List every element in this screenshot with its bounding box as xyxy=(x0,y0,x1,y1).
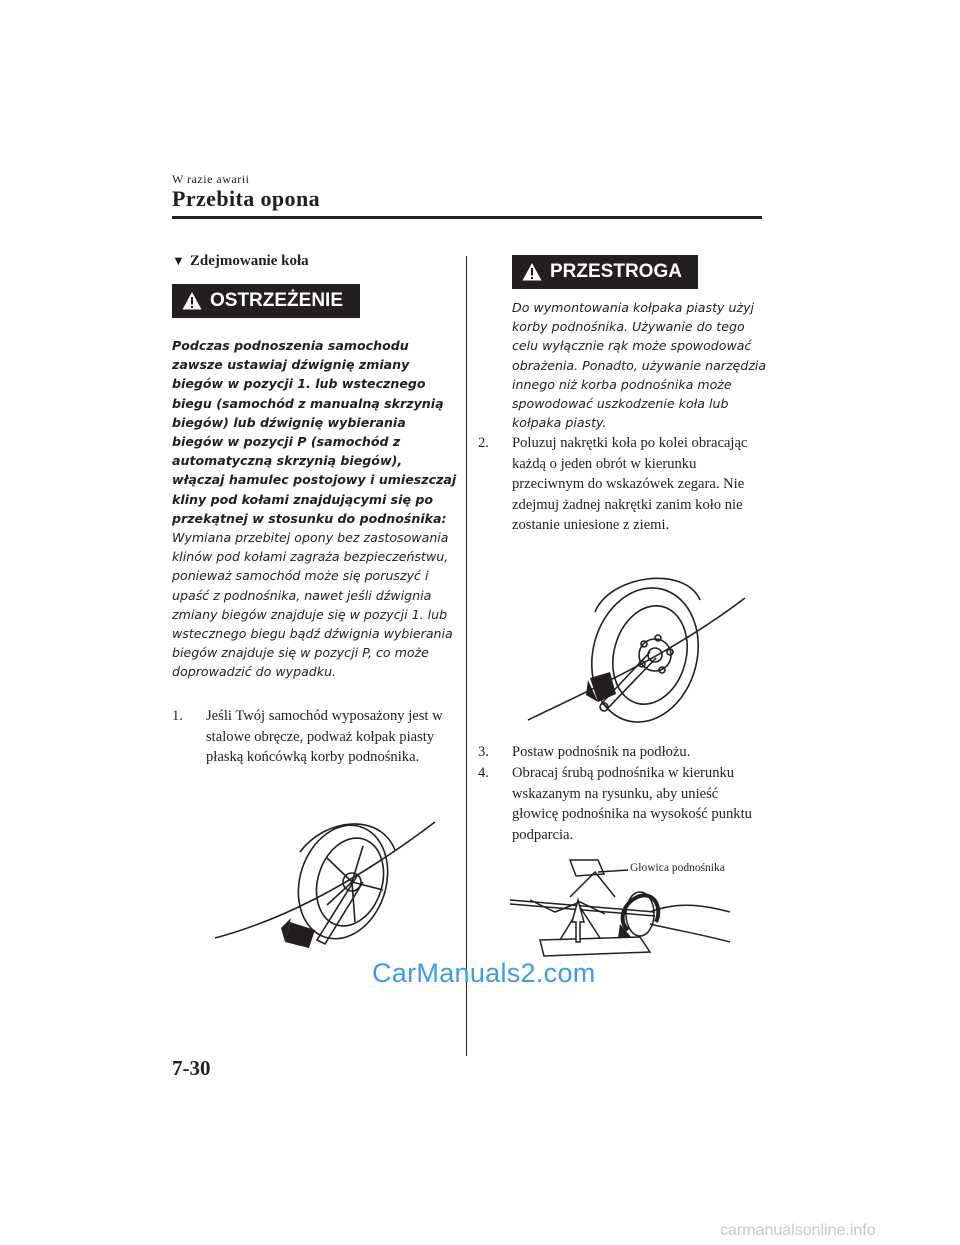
watermark: CarManuals2.com xyxy=(372,958,596,988)
step-1 xyxy=(172,706,462,768)
step-text: Jeśli Twój samochód wyposażony jest w stalowe obręcze, podważ kołpak piasty płaską końcówką korby podnośnika. xyxy=(206,708,443,766)
step-number: 1. xyxy=(172,708,183,724)
step-2 xyxy=(478,433,768,536)
title-rule xyxy=(172,216,762,219)
page-title: Przebita opona xyxy=(172,186,320,211)
step-number: 2. xyxy=(478,435,489,451)
subheading xyxy=(172,253,309,270)
section-label: W razie awarii xyxy=(172,172,250,186)
step-3 xyxy=(478,742,768,763)
jack-head-callout: Głowica podnośnika xyxy=(630,862,725,874)
scissor-jack-illustration xyxy=(500,852,750,972)
warning-body-text: Wymiana przebitej opony bez zastosowania klinów pod kołami zagraża bezpieczeństwu, ponieważ samochód może się poruszyć i upaść z podnośnika, nawet jeśli dźwignia zmiany biegów znajduje się w pozycji 1. lub wstecznego biegu bądź dźwignia wybierania biegów znajduje się w pozycji P, co może doprowadzić do wypadku. xyxy=(172,530,453,680)
warning-badge xyxy=(172,284,360,318)
caution-body-text: Do wymontowania kołpaka piasty użyj korby podnośnika. Używanie do tego celu wyłącznie rąk może spowodować obrażenia. Ponadto, używanie narzędzia innego niż korba podnośnika może spowodować uszkodzenie koła lub kołpaka piasty. xyxy=(512,300,767,431)
column-divider xyxy=(466,256,467,1056)
caution-badge xyxy=(512,255,698,289)
step-text: Obracaj śrubą podnośnika w kierunku wskazanym na rysunku, aby unieść głowicę podnośnika na wysokość punktu podparcia. xyxy=(512,765,752,843)
triangle-down-icon: ▼ xyxy=(172,253,185,268)
warning-triangle-icon xyxy=(522,262,542,282)
warning-label: OSTRZEŻENIE xyxy=(210,290,344,311)
caution-label: PRZESTROGA xyxy=(550,261,682,282)
step-number: 4. xyxy=(478,765,489,781)
lug-nut-loosening-illustration xyxy=(520,560,760,730)
step-text: Poluzuj nakrętki koła po kolei obracając każdą o jeden obrót w kierunku przeciwnym do wskazówek zegara. Nie zdejmuj żadnej nakrętki zanim koło nie zostanie uniesione z ziemi. xyxy=(512,435,748,534)
warning-triangle-icon xyxy=(182,291,202,311)
page-number: 7-30 xyxy=(172,1056,211,1080)
warning-bold-text: Podczas podnoszenia samochodu zawsze ustawiaj dźwignię zmiany biegów w pozycji 1. lub wstecznego biegu (samochód z manualną skrzynią biegów) lub dźwignię wybierania biegów w pozycji P (samochód z automatyczną skrzynią biegów), włączaj hamulec postojowy i umieszczaj kliny pod kołami znajdującymi się po przekątnej w stosunku do podnośnika: xyxy=(172,338,457,526)
site-watermark: carmanualsonline.info xyxy=(720,1222,876,1239)
step-number: 3. xyxy=(478,744,489,760)
hubcap-removal-illustration xyxy=(205,810,445,960)
step-4 xyxy=(478,763,768,845)
step-text: Postaw podnośnik na podłożu. xyxy=(512,744,691,760)
subheading-text: Zdejmowanie koła xyxy=(189,253,309,269)
